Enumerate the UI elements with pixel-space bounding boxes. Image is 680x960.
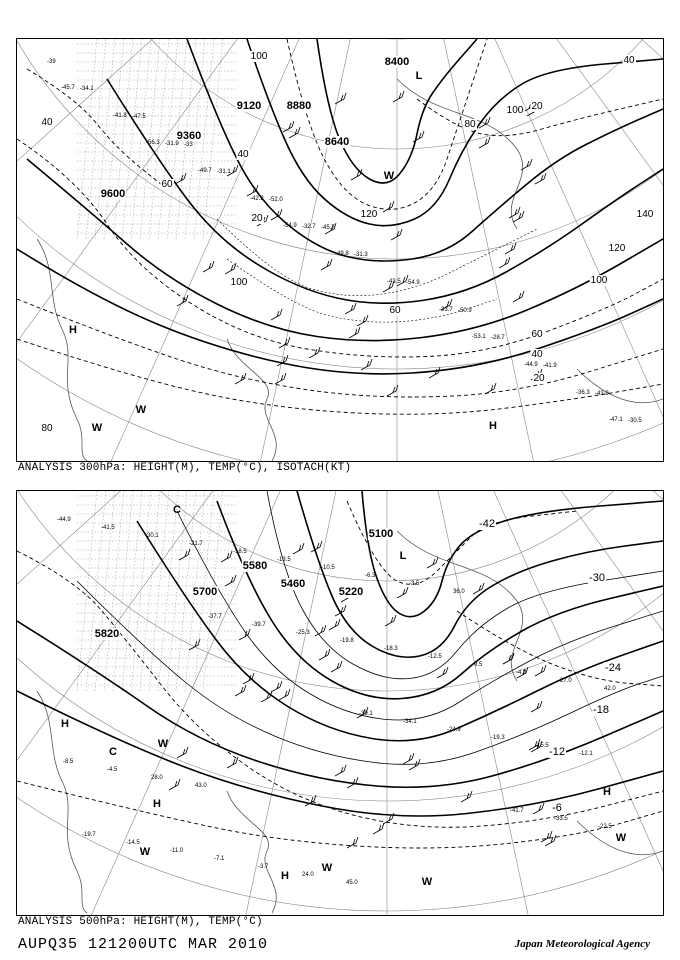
isotach-contour-0 (17, 139, 663, 357)
temperature-label: -41.8 (113, 113, 127, 119)
station-label: -15.5 (535, 743, 549, 749)
station-label: -30.1 (145, 533, 159, 539)
pressure-symbol: H (69, 324, 77, 336)
station-label: -21.7 (189, 541, 203, 547)
wind-barb (391, 229, 402, 240)
wind-barb (349, 327, 360, 338)
pressure-symbol: H (603, 786, 611, 798)
height-label: 8880 (286, 100, 312, 112)
wind-barb (177, 747, 188, 758)
isotach-label: 120 (360, 209, 378, 220)
wind-barb (509, 207, 520, 218)
height-label: 5460 (280, 578, 306, 590)
pressure-symbol: H (281, 870, 289, 882)
station-label: -24.9 (447, 727, 461, 733)
wind-barb (397, 587, 408, 598)
analysis-300hpa-chart (16, 38, 664, 462)
temperature-label: -45.7 (61, 85, 75, 91)
station-label: -33.5 (554, 816, 568, 822)
station-label: -4.9 (516, 670, 527, 676)
wind-barb (357, 315, 368, 326)
station-label: -11.0 (170, 848, 184, 854)
height-contour-thin-0 (267, 491, 663, 679)
temperature-label: -54.9 (406, 280, 420, 286)
wind-barb (227, 757, 238, 768)
isotherm-label: -30 (589, 572, 605, 584)
wind-barb (275, 373, 286, 384)
temp-contour-1 (227, 259, 497, 322)
wind-barb (345, 303, 356, 314)
analysis-500hpa-chart (16, 490, 664, 916)
wind-barb (235, 373, 246, 384)
wind-barb (169, 779, 180, 790)
temperature-label: -49.7 (198, 168, 212, 174)
pressure-symbol: W (321, 862, 333, 874)
station-label: -7.1 (214, 856, 225, 862)
land-hatch (77, 39, 237, 239)
height-label: 9600 (100, 188, 126, 200)
temperature-label: -54.9 (283, 223, 297, 229)
station-label: -19.7 (82, 832, 96, 838)
pressure-symbol: W (157, 738, 169, 750)
chart-300hpa-svg (17, 39, 663, 461)
station-label: -9.5 (472, 662, 483, 668)
station-label: 42.0 (604, 686, 616, 692)
isotach-label: 40 (623, 55, 635, 66)
wind-barb (221, 551, 232, 562)
wind-barb (329, 619, 340, 630)
height-contour-4 (27, 159, 663, 341)
height-contour-1 (297, 491, 663, 657)
isotach-label: 120 (608, 243, 626, 254)
station-label: -18.3 (384, 646, 398, 652)
height-contour-thin-1 (177, 511, 663, 720)
isotherm-label: -24 (605, 662, 621, 674)
wind-barb (271, 681, 282, 692)
isotherm-label: -18 (593, 704, 609, 716)
height-contour-2 (217, 501, 663, 699)
wind-barb (413, 131, 424, 142)
chart-500hpa-svg (17, 491, 663, 915)
height-label: 9360 (176, 130, 202, 142)
wind-barb (427, 557, 438, 568)
wind-barb (279, 337, 290, 348)
temperature-label: -28.7 (491, 335, 505, 341)
pressure-symbol: H (61, 718, 69, 730)
height-label: 9120 (236, 100, 262, 112)
isotach-label: 20 (533, 373, 545, 384)
temperature-label: -42.2 (250, 196, 264, 202)
pressure-symbol: W (615, 832, 627, 844)
station-label: -41.7 (510, 808, 524, 814)
station-label: 36.0 (453, 589, 465, 595)
caption-300hpa: ANALYSIS 300hPa: HEIGHT(M), TEMP(°C), ISOTACH(KT) (18, 462, 352, 474)
isotach-label: 100 (506, 105, 524, 116)
isotach-label: 20 (531, 101, 543, 112)
isotach-label: 100 (590, 275, 608, 286)
station-label: -25.3 (296, 630, 310, 636)
station-label: -19.8 (340, 638, 354, 644)
station-label: -6.3 (365, 573, 376, 579)
temperature-label: -49.8 (335, 251, 349, 257)
agency-name: Japan Meteorological Agency (514, 938, 650, 950)
temperature-label: -34.1 (80, 86, 94, 92)
isotach-label: 40 (41, 117, 53, 128)
temperature-label: -45.7 (321, 225, 335, 231)
temperature-label: -56.3 (146, 140, 160, 146)
height-contour-0 (362, 491, 663, 617)
wind-barb (387, 385, 398, 396)
temperature-label: -33 (184, 142, 193, 148)
isotach-label: 80 (464, 119, 476, 130)
station-label: -4.5 (107, 767, 118, 773)
isotach-label: 20 (251, 213, 263, 224)
wind-barb (531, 701, 542, 712)
temperature-label: -31.3 (354, 252, 368, 258)
station-label: -14.5 (126, 840, 140, 846)
station-label: -37.7 (208, 614, 222, 620)
height-label: 5580 (242, 560, 268, 572)
temperature-label: -43.9 (595, 391, 609, 397)
height-label: 8640 (324, 136, 350, 148)
wind-barb (243, 673, 254, 684)
height-label: 5820 (94, 628, 120, 640)
wind-barb (533, 803, 544, 814)
station-label: -39.7 (252, 622, 266, 628)
station-label: -18.5 (233, 549, 247, 555)
height-label: 5220 (338, 586, 364, 598)
wind-barb (499, 257, 510, 268)
height-contour-1 (247, 39, 663, 226)
pressure-symbol: H (153, 798, 161, 810)
wind-barb (203, 261, 214, 272)
caption-500hpa: ANALYSIS 500hPa: HEIGHT(M), TEMP(°C) (18, 916, 263, 928)
wind-barb (461, 791, 472, 802)
station-label: -19.3 (491, 735, 505, 741)
station-label: -8.5 (63, 759, 74, 765)
isotach-label: 60 (161, 179, 173, 190)
wind-barb (335, 765, 346, 776)
graticule (17, 39, 663, 461)
pressure-symbol: L (399, 550, 407, 562)
temperature-label: -39 (47, 59, 56, 65)
pressure-symbol: W (383, 170, 395, 182)
station-label: -3.7 (258, 864, 269, 870)
wind-barb (293, 543, 304, 554)
wind-barb (383, 201, 394, 212)
wind-barb (321, 259, 332, 270)
pressure-symbol: W (421, 876, 433, 888)
temperature-label: -50.9 (458, 308, 472, 314)
temperature-label: -41.9 (543, 363, 557, 369)
station-label: -39.1 (359, 711, 373, 717)
temperature-label: -31.1 (217, 169, 231, 175)
isotach-contour-1 (17, 299, 663, 397)
wind-barb (541, 831, 552, 842)
pressure-symbol: C (109, 746, 117, 758)
wind-barb (505, 243, 516, 254)
station-label: -41.5 (101, 525, 115, 531)
temp-contour-1 (17, 781, 663, 848)
wind-barb (309, 347, 320, 358)
isotach-label: 60 (531, 329, 543, 340)
station-label: 24.0 (302, 872, 314, 878)
isotach-label: 40 (531, 349, 543, 360)
wind-barb (351, 169, 362, 180)
wind-barb (393, 91, 404, 102)
bulletin-code: AUPQ35 121200UTC MAR 2010 (18, 936, 269, 953)
wind-barb (479, 137, 490, 148)
wind-barb (271, 309, 282, 320)
height-contour-5 (17, 249, 663, 374)
pressure-symbol: C (173, 504, 181, 516)
station-label: 43.0 (195, 783, 207, 789)
height-contour-4 (17, 621, 663, 787)
station-label: -44.9 (57, 517, 71, 523)
isotherm-label: -42 (479, 518, 495, 530)
pressure-symbol: H (489, 420, 497, 432)
wind-barb (279, 689, 290, 700)
graticule (17, 491, 663, 915)
wind-barb (331, 661, 342, 672)
height-contour-3 (107, 79, 663, 303)
wind-barb (535, 173, 546, 184)
pressure-symbol: W (139, 846, 151, 858)
temperature-label: -30.5 (628, 418, 642, 424)
station-label: -34.1 (403, 719, 417, 725)
wind-barb (315, 625, 326, 636)
wind-barb (403, 753, 414, 764)
station-label: 27.0 (560, 678, 572, 684)
pressure-symbol: W (135, 404, 147, 416)
pressure-symbol: L (415, 70, 423, 82)
temperature-label: -36.3 (576, 390, 590, 396)
isotach-label: 100 (250, 51, 268, 62)
wind-barb (319, 649, 330, 660)
wind-barb (513, 291, 524, 302)
temperature-label: -43.5 (387, 279, 401, 285)
isotherm-label: -12 (549, 746, 565, 758)
temperature-label: -47.5 (132, 114, 146, 120)
station-label: -13.5 (277, 557, 291, 563)
isotherm-label: -6 (552, 802, 562, 814)
wind-barb (385, 615, 396, 626)
temperature-label: -32.7 (302, 224, 316, 230)
wind-barb (535, 665, 546, 676)
isotach-label: 100 (230, 277, 248, 288)
isotach-label: 140 (636, 209, 654, 220)
wind-barb (373, 823, 384, 834)
station-label: -12.5 (428, 654, 442, 660)
temp-contour-0 (217, 219, 537, 296)
temperature-label: -53.1 (472, 334, 486, 340)
wind-barb (429, 367, 440, 378)
temperature-label: -31.9 (165, 141, 179, 147)
pressure-symbol: W (91, 422, 103, 434)
station-label: -22.5 (598, 824, 612, 830)
wind-barb (175, 173, 186, 184)
temp-contour-3 (457, 611, 663, 686)
temperature-label: -33.7 (439, 307, 453, 313)
isotach-label: 80 (41, 423, 53, 434)
isotach-label: 40 (237, 149, 249, 160)
wind-barb (225, 263, 236, 274)
height-label: 5700 (192, 586, 218, 598)
station-label: -3.5 (409, 581, 420, 587)
isotach-contour-2 (17, 339, 663, 414)
wind-barb (235, 685, 246, 696)
station-label: -12.1 (579, 751, 593, 757)
station-label: 28.0 (151, 775, 163, 781)
temperature-label: -44.9 (524, 362, 538, 368)
temperature-label: -52.0 (269, 197, 283, 203)
temperature-label: -47.1 (609, 417, 623, 423)
isotach-label: 60 (389, 305, 401, 316)
height-label: 5100 (368, 528, 394, 540)
wind-barb (225, 575, 236, 586)
station-label: -10.5 (321, 565, 335, 571)
station-label: 45.0 (346, 880, 358, 886)
height-label: 8400 (384, 56, 410, 68)
